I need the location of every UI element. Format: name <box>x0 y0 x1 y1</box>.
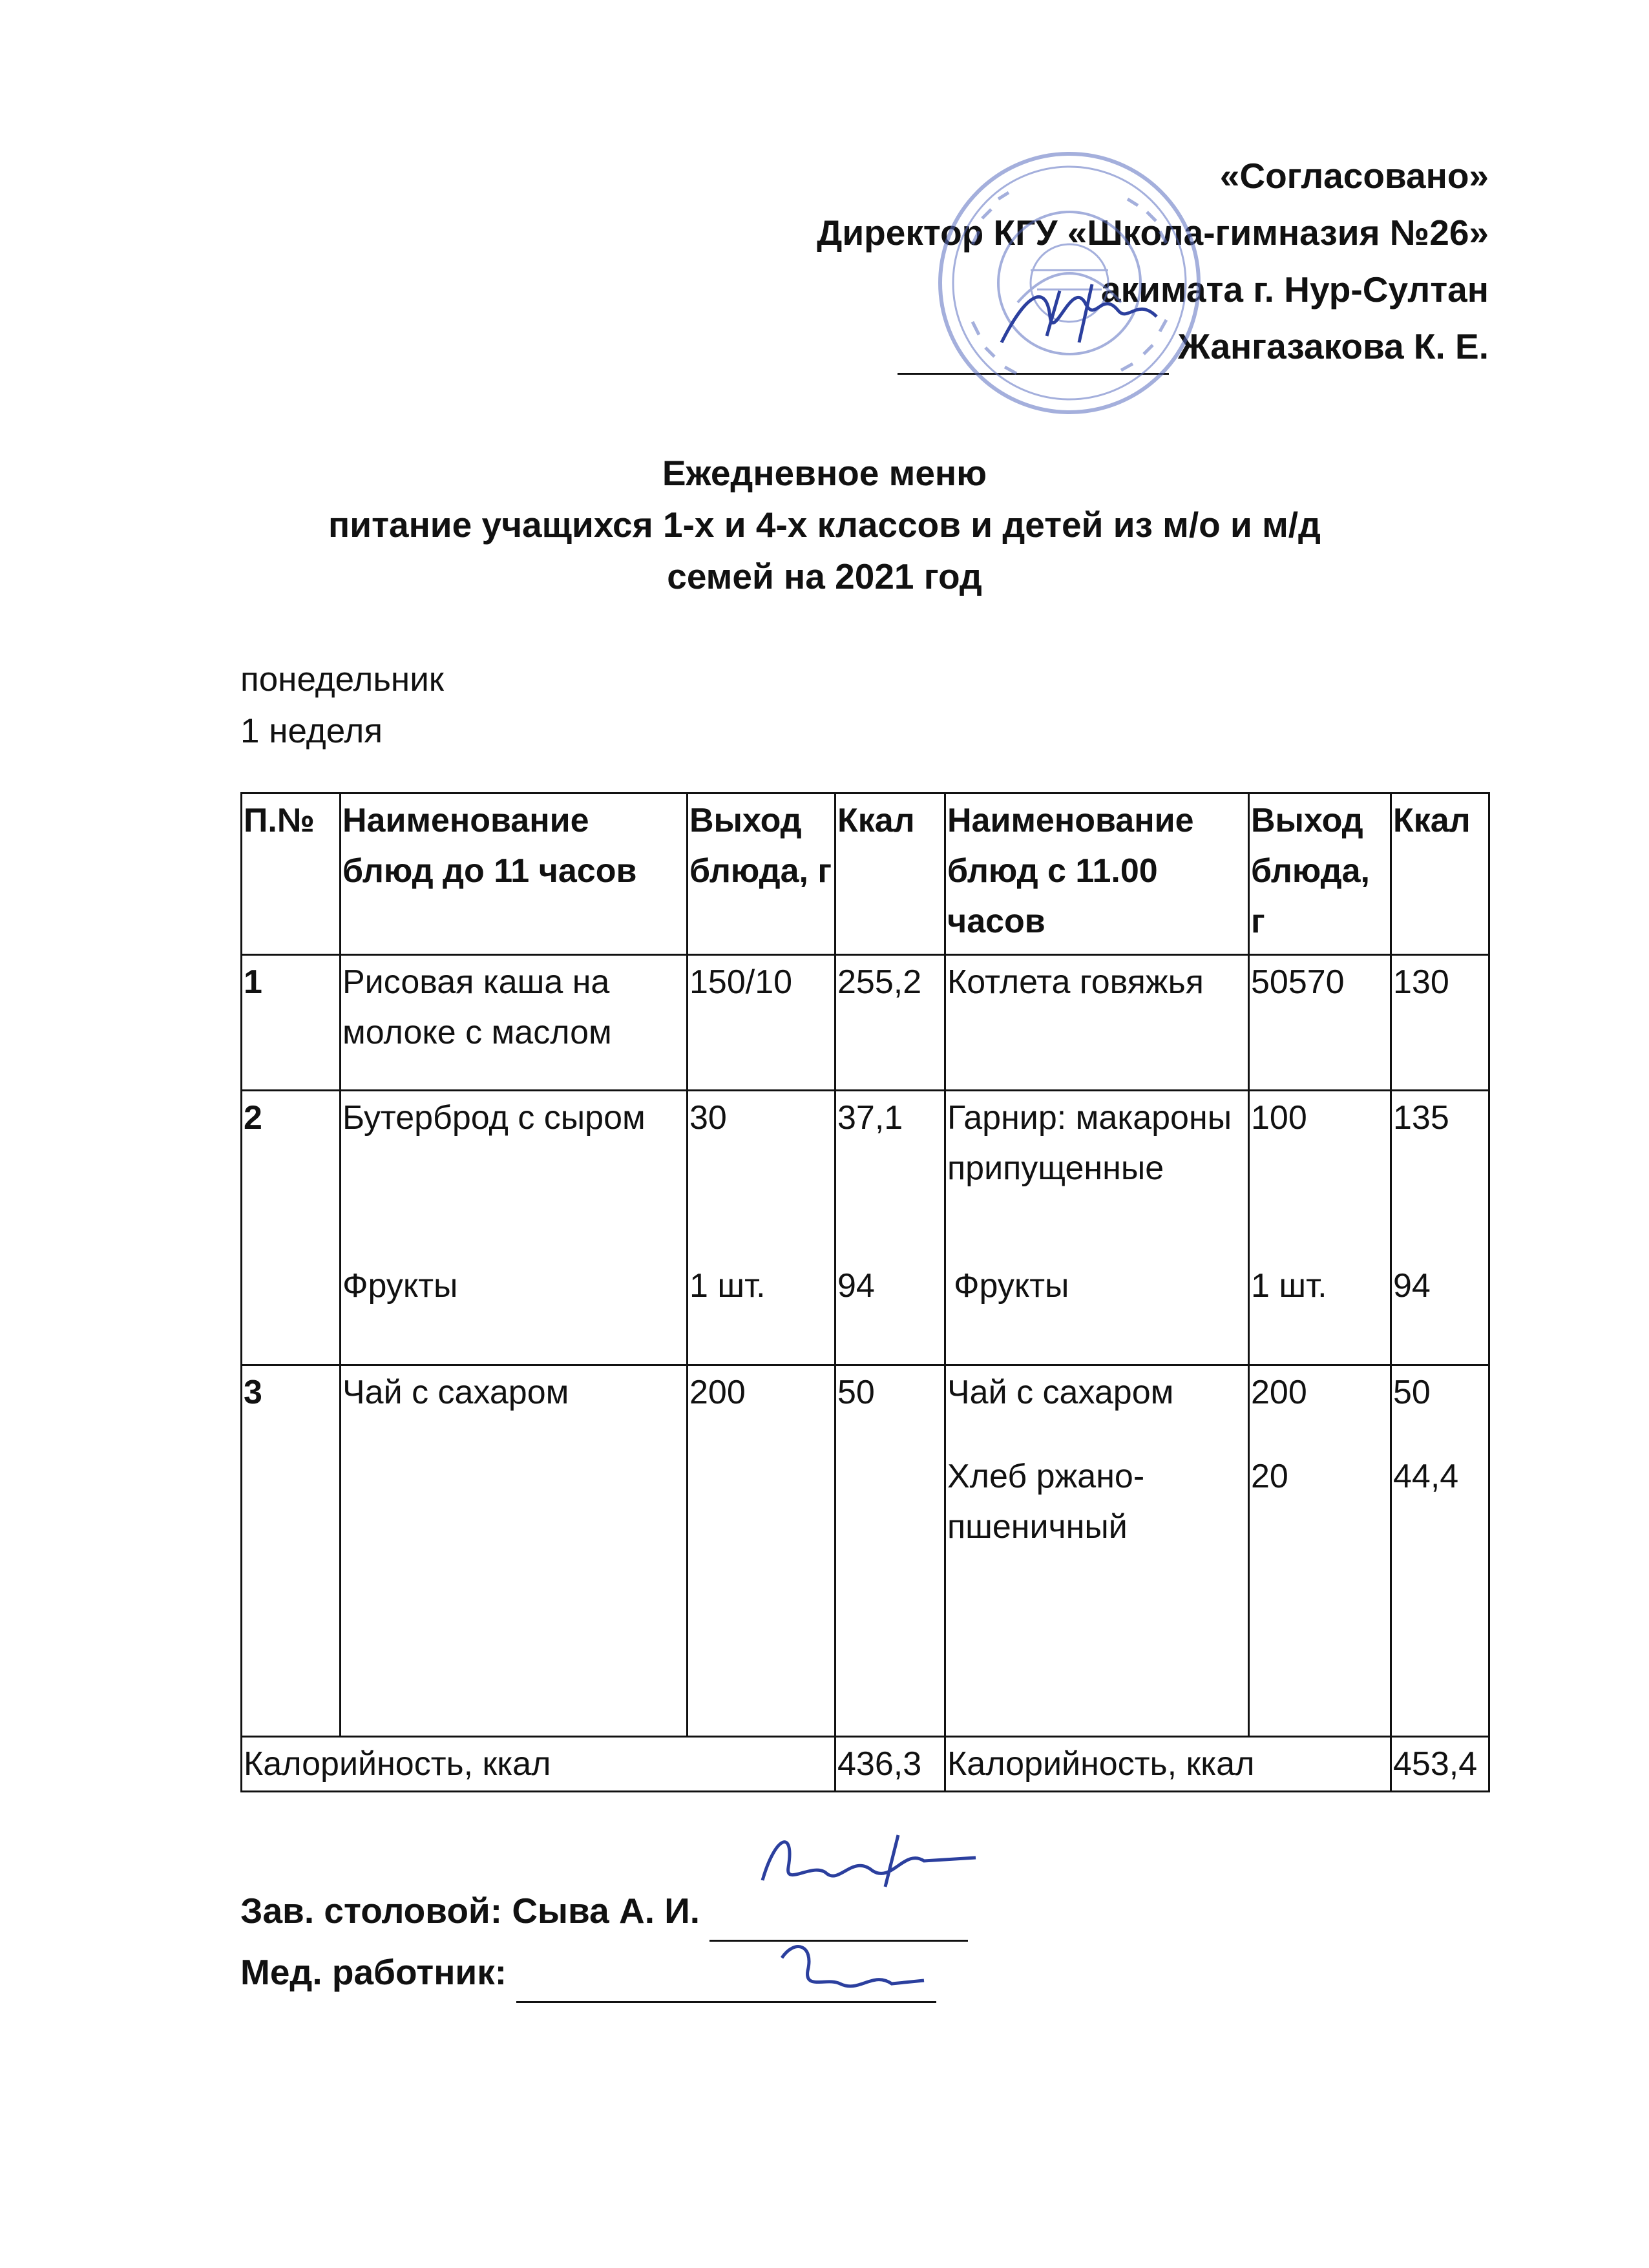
medic-signature <box>769 1932 937 2003</box>
kcal-pm: 130 <box>1391 955 1489 1091</box>
approval-akimat: акимата г. Нур-Султан <box>1100 269 1489 310</box>
week-label: 1 неделя <box>240 712 383 750</box>
table-row <box>242 1091 1489 1365</box>
out-pm: 50570 <box>1249 955 1391 1091</box>
header-out-pm: Выход блюда, г <box>1249 793 1391 955</box>
canteen-head: Зав. столовой: Сыва А. И. <box>240 1891 700 1931</box>
kcal-pm: 50 <box>1393 1374 1431 1411</box>
out-pm-2: 20 <box>1251 1458 1288 1495</box>
dish-am: Рисовая каша на молоке с маслом <box>341 955 688 1091</box>
dish-am: Бутерброд с сыром <box>342 1099 646 1137</box>
medic-label: Мед. работник: <box>240 1952 507 1992</box>
out-pm: 200 <box>1251 1374 1307 1411</box>
row-num: 1 <box>242 955 341 1091</box>
table-row <box>242 955 1489 1091</box>
out-pm-2: 1 шт. <box>1251 1267 1327 1305</box>
out-am-2: 1 шт. <box>689 1267 766 1305</box>
total-kcal-pm: 453,4 <box>1391 1737 1489 1792</box>
dish-am-cell <box>341 1091 688 1365</box>
dish-pm-cell <box>945 1091 1249 1365</box>
out-am-cell <box>688 1091 835 1365</box>
header-num: П.№ <box>242 793 341 955</box>
dish-pm-2: Фрукты <box>954 1267 1069 1305</box>
dish-pm-cell <box>945 1365 1249 1737</box>
table-total-row <box>242 1737 1489 1792</box>
header-kcal-am: Ккал <box>835 793 945 955</box>
heading-subtitle: питание учащихся 1-х и 4-х классов и детей из м/о и м/д <box>328 505 1321 545</box>
menu-table <box>240 792 1490 1792</box>
out-am: 200 <box>688 1365 835 1737</box>
header-dish-am: Наименование блюд до 11 часов <box>341 793 688 955</box>
total-kcal-am: 436,3 <box>835 1737 945 1792</box>
canteen-signature <box>743 1822 989 1906</box>
kcal-pm-2: 94 <box>1393 1267 1431 1305</box>
dish-pm-2: Хлеб ржано-пшеничный <box>947 1458 1145 1546</box>
approval-name: Жангазакова К. Е. <box>1177 326 1489 366</box>
heading-title: Ежедневное меню <box>662 453 987 493</box>
out-am: 30 <box>689 1099 727 1137</box>
dish-am: Чай с сахаром <box>341 1365 688 1737</box>
header-out-am: Выход блюда, г <box>688 793 835 955</box>
kcal-am-2: 94 <box>837 1267 875 1305</box>
kcal-pm-2: 44,4 <box>1393 1458 1459 1495</box>
approval-title: «Согласовано» <box>1219 156 1489 196</box>
out-am: 150/10 <box>688 955 835 1091</box>
out-pm-cell <box>1249 1091 1391 1365</box>
day-info <box>240 654 444 757</box>
table-row <box>242 1365 1489 1737</box>
dish-am-2: Фрукты <box>342 1267 458 1305</box>
dish-pm: Котлета говяжья <box>945 955 1249 1091</box>
total-label-pm: Калорийность, ккал <box>945 1737 1391 1792</box>
total-label-am: Калорийность, ккал <box>242 1737 835 1792</box>
header-dish-pm: Наименование блюд с 11.00 часов <box>945 793 1249 955</box>
heading-year: семей на 2021 год <box>667 556 982 596</box>
kcal-am: 50 <box>835 1365 945 1737</box>
out-pm-cell <box>1249 1365 1391 1737</box>
day-label: понедельник <box>240 660 444 698</box>
kcal-pm-cell <box>1391 1091 1489 1365</box>
dish-pm: Чай с сахаром <box>947 1374 1174 1411</box>
out-pm: 100 <box>1251 1099 1307 1137</box>
document-heading <box>0 447 1649 602</box>
dish-pm: Гарнир: макароны припущенные <box>947 1099 1232 1187</box>
director-signature <box>989 265 1182 368</box>
table-header-row <box>242 793 1489 955</box>
row-num: 3 <box>242 1365 341 1737</box>
kcal-am: 37,1 <box>837 1099 903 1137</box>
kcal-pm-cell <box>1391 1365 1489 1737</box>
approval-director: Директор КГУ «Школа-гимназия №26» <box>817 213 1489 253</box>
row-num: 2 <box>242 1091 341 1365</box>
kcal-pm: 135 <box>1393 1099 1449 1137</box>
header-kcal-pm: Ккал <box>1391 793 1489 955</box>
kcal-am: 255,2 <box>835 955 945 1091</box>
kcal-am-cell <box>835 1091 945 1365</box>
